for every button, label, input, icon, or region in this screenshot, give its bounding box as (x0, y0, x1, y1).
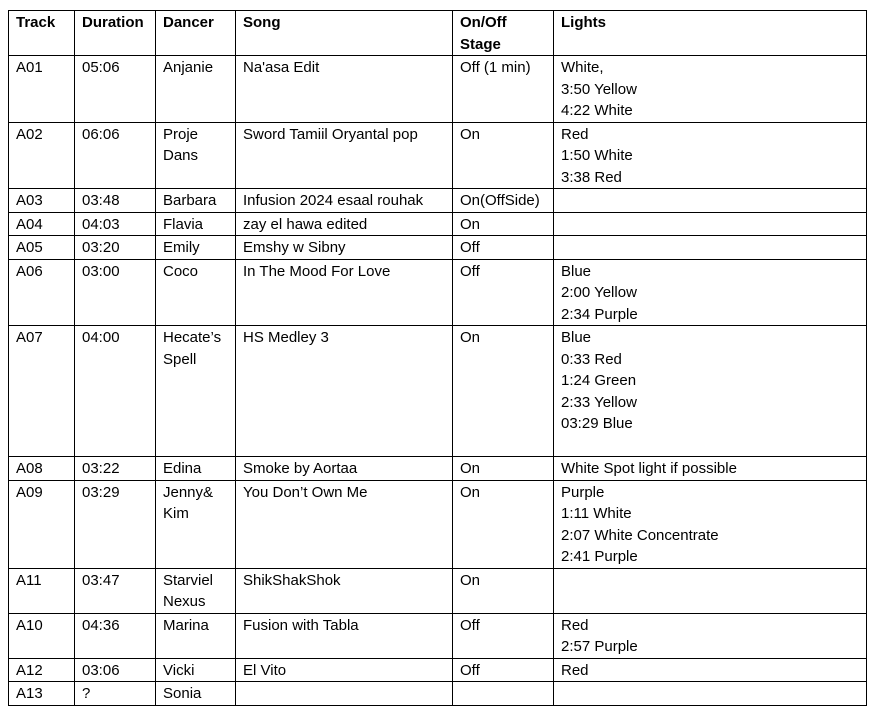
cell-lights (554, 212, 867, 236)
lights-cue: 3:50 Yellow (561, 80, 637, 98)
cell-track: A13 (9, 682, 75, 706)
cell-duration: ? (75, 682, 156, 706)
cell-dancer: Anjanie (156, 56, 236, 123)
cell-track: A12 (9, 658, 75, 682)
cell-on-off-stage: Off (453, 658, 554, 682)
table-row (9, 189, 867, 213)
cell-dancer: Sonia (156, 682, 236, 706)
table-row (9, 682, 867, 706)
lights-cue: Purple (561, 483, 605, 501)
cell-track: A03 (9, 189, 75, 213)
cell-dancer: Coco (156, 259, 236, 326)
cell-on-off-stage: Off (453, 236, 554, 260)
cell-song: Na'asa Edit (236, 56, 453, 123)
cell-lights (554, 613, 867, 658)
cell-duration: 04:00 (75, 326, 156, 457)
table-row (9, 326, 867, 457)
cell-duration: 03:48 (75, 189, 156, 213)
cell-dancer: Flavia (156, 212, 236, 236)
cell-on-off-stage: Off (453, 613, 554, 658)
cell-on-off-stage: On (453, 480, 554, 568)
lights-cue: Red (561, 616, 589, 634)
cell-song: Emshy w Sibny (236, 236, 453, 260)
cell-dancer: Starviel Nexus (156, 568, 236, 613)
lights-cue: 2:57 Purple (561, 638, 638, 655)
cell-on-off-stage: On (453, 212, 554, 236)
cell-track: A02 (9, 122, 75, 189)
lights-cue: 4:22 White (561, 102, 633, 119)
header-on-off-stage: On/Off Stage (453, 11, 554, 56)
cell-lights (554, 480, 867, 568)
cell-song: In The Mood For Love (236, 259, 453, 326)
lights-cue: Red (561, 125, 589, 143)
performance-schedule-table (8, 10, 867, 706)
table-row (9, 613, 867, 658)
table-row (9, 259, 867, 326)
cell-dancer: Hecate’s Spell (156, 326, 236, 457)
cell-track: A09 (9, 480, 75, 568)
header-duration: Duration (75, 11, 156, 56)
lights-cue (561, 435, 859, 457)
cell-track: A05 (9, 236, 75, 260)
table-row (9, 658, 867, 682)
cell-dancer: Vicki (156, 658, 236, 682)
lights-cue: 2:00 Yellow (561, 284, 637, 301)
cell-dancer: Emily (156, 236, 236, 260)
cell-dancer: Barbara (156, 189, 236, 213)
cell-song: Fusion with Tabla (236, 613, 453, 658)
cell-duration: 03:20 (75, 236, 156, 260)
cell-duration: 05:06 (75, 56, 156, 123)
cell-on-off-stage: Off (1 min) (453, 56, 554, 123)
cell-song: Infusion 2024 esaal rouhak (236, 189, 453, 213)
lights-cue: 2:33 Yellow (561, 393, 637, 411)
cell-track: A07 (9, 326, 75, 457)
cell-song: zay el hawa edited (236, 212, 453, 236)
cell-lights (554, 682, 867, 706)
lights-cue: White Spot light if possible (561, 460, 737, 477)
cell-on-off-stage: On (453, 122, 554, 189)
header-row (9, 11, 867, 56)
lights-cue: 1:50 White (561, 147, 633, 164)
cell-song: ShikShakShok (236, 568, 453, 613)
cell-on-off-stage: On (453, 326, 554, 457)
cell-song: HS Medley 3 (236, 326, 453, 457)
cell-song (236, 682, 453, 706)
cell-duration: 04:03 (75, 212, 156, 236)
lights-cue: Blue (561, 329, 592, 346)
cell-dancer: Edina (156, 457, 236, 481)
lights-cue: 2:34 Purple (561, 305, 638, 323)
cell-track: A11 (9, 568, 75, 613)
cell-song: Sword Tamiil Oryantal pop (236, 122, 453, 189)
header-song: Song (236, 11, 453, 56)
header-track: Track (9, 11, 75, 56)
cell-lights (554, 236, 867, 260)
lights-cue: 1:11 White (561, 505, 632, 522)
cell-on-off-stage: Off (453, 259, 554, 326)
table-row (9, 457, 867, 481)
cell-duration: 03:29 (75, 480, 156, 568)
cell-dancer: Jenny& Kim (156, 480, 236, 568)
lights-cue: 3:38 Red (561, 168, 622, 186)
table-row (9, 480, 867, 568)
header-lights: Lights (554, 11, 867, 56)
header-dancer: Dancer (156, 11, 236, 56)
lights-cue: 0:33 Red (561, 350, 622, 368)
cell-duration: 03:22 (75, 457, 156, 481)
cell-track: A06 (9, 259, 75, 326)
table-row (9, 56, 867, 123)
cell-track: A01 (9, 56, 75, 123)
cell-dancer: Proje Dans (156, 122, 236, 189)
cell-lights (554, 189, 867, 213)
cell-track: A08 (9, 457, 75, 481)
lights-cue: Red (561, 661, 589, 679)
cell-lights (554, 568, 867, 613)
cell-duration: 06:06 (75, 122, 156, 189)
cell-on-off-stage: On (453, 568, 554, 613)
cell-song: Smoke by Aortaa (236, 457, 453, 481)
lights-cue: 03:29 Blue (561, 415, 633, 432)
table-row (9, 236, 867, 260)
cell-on-off-stage (453, 682, 554, 706)
lights-cue: 2:07 White Concentrate (561, 526, 719, 544)
table-row (9, 212, 867, 236)
cell-song: El Vito (236, 658, 453, 682)
lights-cue: Blue (561, 262, 592, 280)
cell-song: You Don’t Own Me (236, 480, 453, 568)
lights-cue: White, (561, 59, 604, 76)
cell-lights (554, 658, 867, 682)
cell-track: A04 (9, 212, 75, 236)
cell-duration: 03:06 (75, 658, 156, 682)
cell-on-off-stage: On(OffSide) (453, 189, 554, 213)
cell-on-off-stage: On (453, 457, 554, 481)
cell-lights (554, 326, 867, 457)
lights-cue: 1:24 Green (561, 372, 637, 389)
cell-lights (554, 457, 867, 481)
cell-lights (554, 259, 867, 326)
cell-duration: 03:47 (75, 568, 156, 613)
cell-lights (554, 122, 867, 189)
cell-lights (554, 56, 867, 123)
cell-duration: 03:00 (75, 259, 156, 326)
lights-cue: 2:41 Purple (561, 548, 638, 565)
cell-duration: 04:36 (75, 613, 156, 658)
table-row (9, 568, 867, 613)
cell-track: A10 (9, 613, 75, 658)
cell-dancer: Marina (156, 613, 236, 658)
table-row (9, 122, 867, 189)
